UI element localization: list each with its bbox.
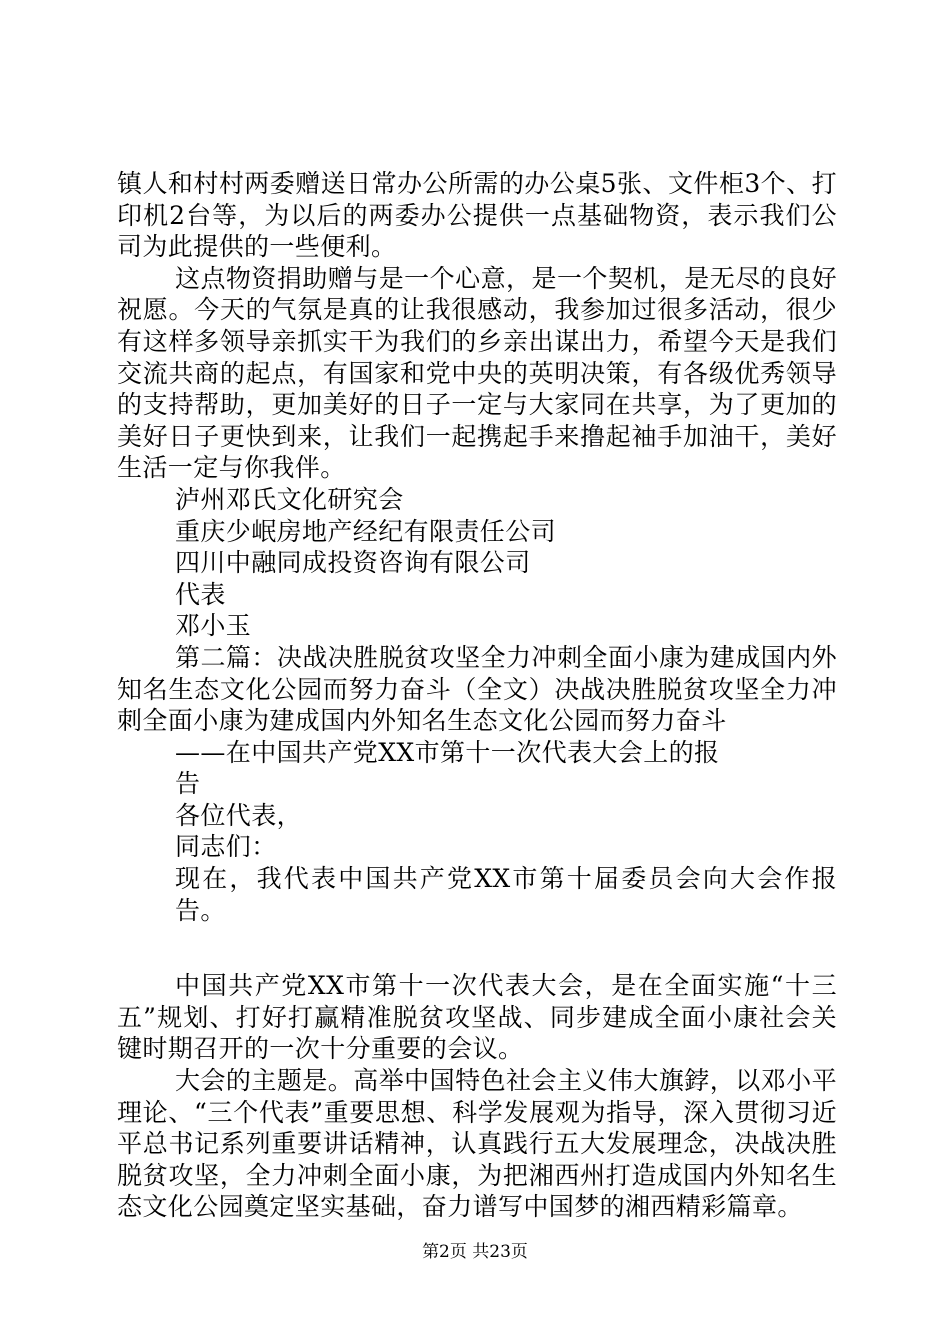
signature-name: 邓小玉	[175, 611, 252, 641]
paragraph-congress-intro: 中国共产党XX市第十一次代表大会，是在全面实施“十三五”规划、打好打赢精准脱贫攻坚战、同步建成全面小康社会关键时期召开的一次十分重要的会议。	[117, 971, 837, 1064]
document-body	[117, 168, 837, 1223]
opening-statement: 现在，我代表中国共产党XX市第十届委员会向大会作报告。	[175, 864, 837, 925]
signature-org-2: 重庆少岷房地产经纪有限责任公司	[175, 516, 557, 546]
salutation-delegates: 各位代表，	[175, 800, 303, 830]
salutation-comrades: 同志们：	[175, 832, 277, 862]
signature-org-3: 四川中融同成投资咨询有限公司	[175, 548, 531, 578]
paragraph-congress-theme: 大会的主题是。高举中国特色社会主义伟大旗鋍，以邓小平理论、“三个代表”重要思想、科学发展观为指导，深入贯彻习近平总书记系列重要讲话精神，认真践行五大发展理念，决战决胜脱贫攻坚，全力冲刺全面小康，为把湘西州打造成国内外知名生态文化公园奠定坚实基础，奋力谱写中国梦的湘西精彩篇章。	[117, 1066, 837, 1222]
signature-org-1: 泸州邓氏文化研究会	[175, 484, 404, 514]
signature-role: 代表	[175, 579, 226, 609]
second-article-subtitle-line-1: ——在中国共产党XX市第十一次代表大会上的报	[175, 737, 720, 767]
page-footer: 第2页 共23页	[422, 1242, 528, 1262]
second-article-subtitle-line-2: 告	[175, 769, 201, 799]
paragraph-wishes: 这点物资捐助赠与是一个心意，是一个契机，是无尽的良好祝愿。今天的气氛是真的让我很感动，我参加过很多活动，很少有这样多领导亲抓实干为我们的乡亲出谋出力，希望今天是我们交流共商的起点，有国家和党中央的英明决策，有各级优秀领导的支持帮助，更加美好的日子一定与大家同在共享，为了更加的美好日子更快到来，让我们一起携起手来撸起袖手加油干，美好生活一定与你我伴。	[117, 263, 837, 483]
paragraph-gap	[117, 926, 837, 970]
second-article-heading: 第二篇：决战决胜脱贫攻坚全力冲刺全面小康为建成国内外知名生态文化公园而努力奋斗（全文）决战决胜脱贫攻坚全力冲刺全面小康为建成国内外知名生态文化公园而努力奋斗	[117, 642, 837, 736]
paragraph-donation: 镇人和村村两委赠送日常办公所需的办公桌5张、文件柜3个、打印机2台等，为以后的两委办公提供一点基础物资，表示我们公司为此提供的一些便利。	[117, 169, 837, 262]
